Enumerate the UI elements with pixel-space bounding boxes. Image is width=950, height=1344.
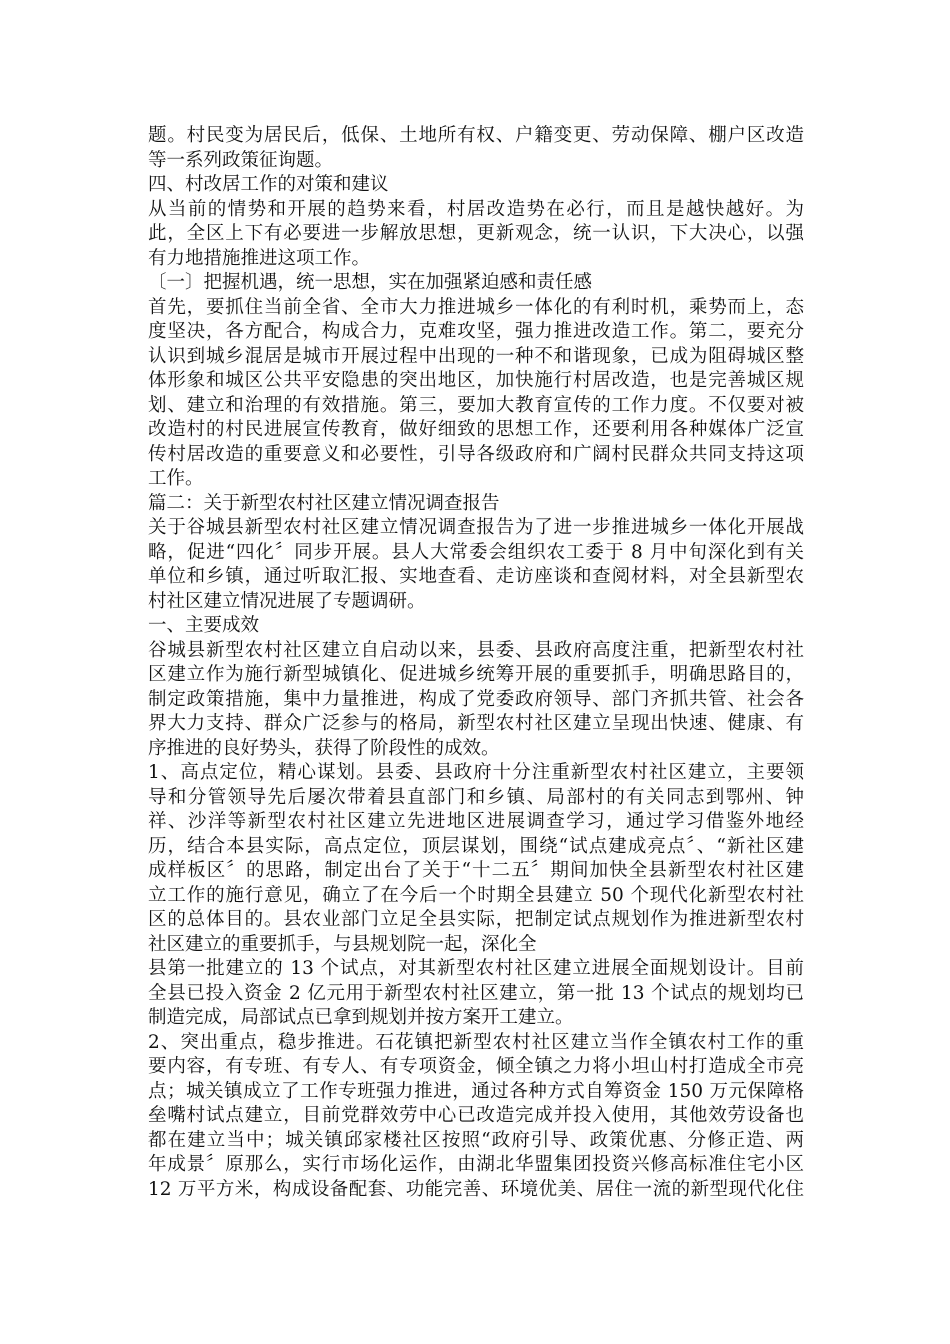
text-line: 导和分管领导先后屡次带着县直部门和乡镇、局部村的有关同志到鄂州、钟 <box>148 786 804 808</box>
text-line: 都在建立当中；城关镇邱家楼社区按照“政府引导、政策优惠、分修正造、两 <box>148 1129 804 1151</box>
text-line: 认识到城乡混居是城市开展过程中出现的一种不和谐现象，已成为阻碍城区整 <box>148 345 804 367</box>
text-line: 等一系列政策征询题。 <box>148 149 334 171</box>
text-line: 历，结合本县实际，高点定位，顶层谋划，围绕“试点建成亮点〞、“新社区建 <box>148 835 804 857</box>
text-line: 12 万平方米，构成设备配套、功能完善、环境优美、居住一流的新型现代化住 <box>148 1178 804 1200</box>
text-line: 体形象和城区公共平安隐患的突出地区，加快施行村居改造，也是完善城区规 <box>148 370 804 391</box>
text-line: 谷城县新型农村社区建立自启动以来，县委、县政府高度注重，把新型农村社 <box>148 639 804 661</box>
text-line: 2、突出重点，稳步推进。石花镇把新型农村社区建立当作全镇农村工作的重 <box>148 1031 804 1053</box>
text-line: 点；城关镇成立了工作专班强力推进，通过各种方式自筹资金 150 万元保障格 <box>148 1080 804 1102</box>
text-line: 县第一批建立的 13 个试点，对其新型农村社区建立进展全面规划设计。目前 <box>148 958 804 979</box>
text-line: 此，全区上下有必要进一步解放思想，更新观念，统一认识，下大决心，以强 <box>148 223 804 244</box>
text-line: 年成景〞原那么，实行市场化运作，由湖北华盟集团投资兴修高标准住宅小区 <box>148 1154 804 1175</box>
text-line: 制造完成，局部试点已拿到规划并按方案开工建立。 <box>148 1007 574 1028</box>
text-line: 四、村改居工作的对策和建议 <box>148 174 389 195</box>
text-line: 序推进的良好势头，获得了阶段性的成效。 <box>148 737 500 759</box>
text-line: 区建立作为施行新型城镇化、促进城乡统筹开展的重要抓手，明确思路目的， <box>148 664 804 685</box>
text-line: 〔一〕把握机遇，统一思想，实在加强紧迫感和责任感 <box>148 272 593 293</box>
text-line: 成样板区〞的思路，制定出台了关于“十二五〞期间加快全县新型农村社区建 <box>148 860 804 881</box>
text-line: 略，促进“四化〞同步开展。县人大常委会组织农工委于 8 月中旬深化到有关 <box>148 541 804 563</box>
text-line: 首先，要抓住当前全省、全市大力推进城乡一体化的有利时机，乘势而上，态 <box>148 296 804 318</box>
text-line: 立工作的施行意见，确立了在今后一个时期全县建立 50 个现代化新型农村社 <box>148 884 804 906</box>
text-line: 篇二：关于新型农村社区建立情况调查报告 <box>148 492 500 514</box>
text-line: 祥、沙洋等新型农村社区建立先进地区进展调查学习，通过学习借鉴外地经 <box>148 811 804 832</box>
text-line: 改造村的村民进展宣传教育，做好细致的思想工作，还要利用各种媒体广泛宣 <box>148 419 804 440</box>
text-line: 社区建立的重要抓手，与县规划院一起，深化全 <box>148 933 537 955</box>
text-line: 制定政策措施，集中力量推进，构成了党委政府领导、部门齐抓共管、社会各 <box>148 688 804 710</box>
text-line: 要内容，有专班、有专人、有专项资金，倾全镇之力将小坦山村打造成全市亮 <box>148 1056 804 1077</box>
text-line: 垒嘴村试点建立，目前党群效劳中心已改造完成并投入使用，其他效劳设备也 <box>148 1105 804 1126</box>
text-line: 全县已投入资金 2 亿元用于新型农村社区建立，第一批 13 个试点的规划均已 <box>148 982 804 1004</box>
document-body <box>148 124 804 1202</box>
text-line: 工作。 <box>148 468 204 489</box>
text-line: 单位和乡镇，通过听取汇报、实地查看、走访座谈和查阅材料，对全县新型农 <box>148 566 804 587</box>
text-line: 关于谷城县新型农村社区建立情况调查报告为了进一步推进城乡一体化开展战 <box>148 517 804 538</box>
text-line: 划、建立和治理的有效措施。第三，要加大教育宣传的工作力度。不仅要对被 <box>148 394 804 416</box>
text-line: 题。村民变为居民后，低保、土地所有权、户籍变更、劳动保障、棚户区改造 <box>148 125 804 146</box>
text-line: 有力地措施推进这项工作。 <box>148 247 371 269</box>
text-line: 从当前的情势和开展的趋势来看，村居改造势在必行，而且是越快越好。为 <box>148 198 804 220</box>
text-line: 传村居改造的重要意义和必要性，引导各级政府和广阔村民群众共同支持这项 <box>148 443 804 465</box>
text-line: 度坚决，各方配合，构成合力，克难攻坚，强力推进改造工作。第二，要充分 <box>148 321 804 342</box>
text-line: 区的总体目的。县农业部门立足全县实际，把制定试点规划作为推进新型农村 <box>148 909 804 930</box>
text-line: 村社区建立情况进展了专题调研。 <box>148 590 426 612</box>
text-line: 1、高点定位，精心谋划。县委、县政府十分注重新型农村社区建立，主要领 <box>148 762 804 783</box>
text-line: 界大力支持、群众广泛参与的格局，新型农村社区建立呈现出快速、健康、有 <box>148 713 804 734</box>
text-line: 一、主要成效 <box>148 615 260 636</box>
